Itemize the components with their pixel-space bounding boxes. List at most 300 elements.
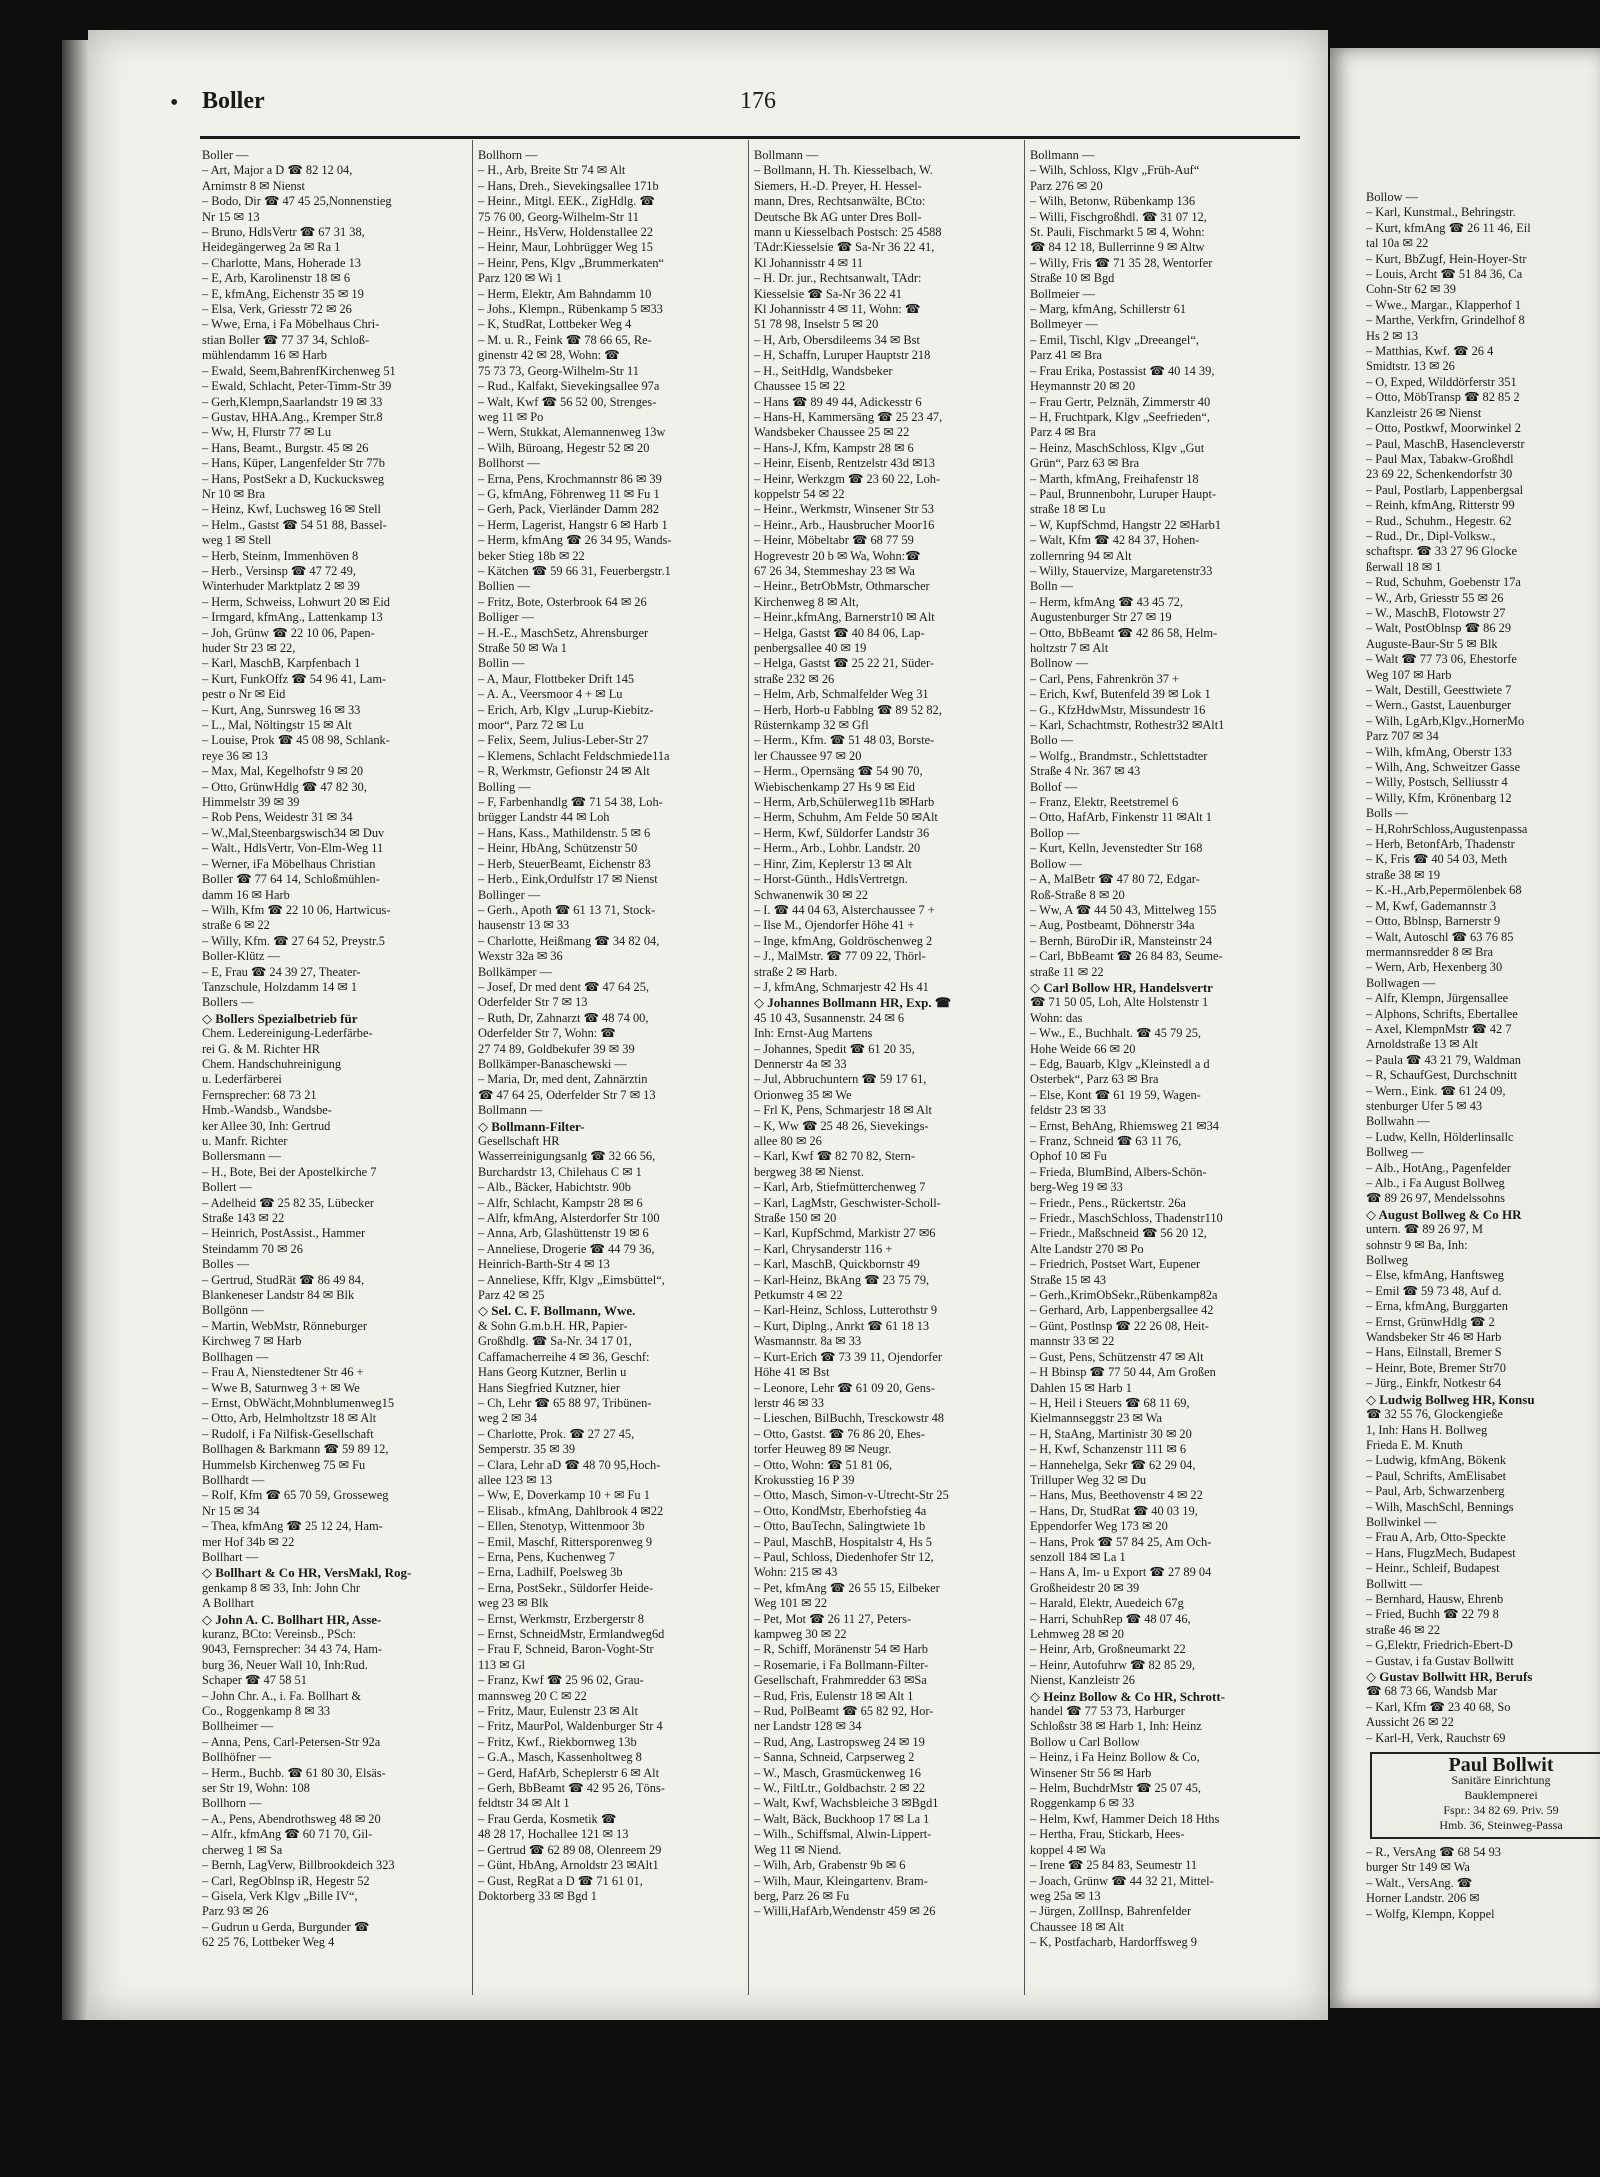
directory-entry: Parz 4 ✉ Bra xyxy=(1030,425,1096,440)
directory-entry: – Kurt-Erich ☎ 73 39 11, Ojendorfer xyxy=(754,1349,943,1364)
page-binding-edge xyxy=(62,40,90,2020)
directory-entry: Hogrevestr 20 b ✉ Wa, Wohn:☎ xyxy=(754,548,921,563)
directory-entry: – K.-H.,Arb,Pepermölenbek 68 xyxy=(1366,883,1522,898)
directory-entry: mann u Kiesselbach Postsch: 25 4588 xyxy=(754,225,942,240)
directory-entry: – A, MalBetr ☎ 47 80 72, Edgar- xyxy=(1030,872,1200,887)
directory-entry: – Emil, Maschf, Rittersporenweg 9 xyxy=(478,1534,653,1549)
directory-entry: – Wilh, Kfm ☎ 22 10 06, Hartwicus- xyxy=(202,902,391,917)
directory-entry: – Carl, RegOblnsp iR, Hegestr 52 xyxy=(202,1873,370,1888)
directory-entry: – Fried, Buchh ☎ 22 79 8 xyxy=(1366,1607,1499,1622)
directory-entry: – Bernh, LagVerw, Billbrookdeich 323 xyxy=(202,1858,395,1873)
directory-entry: – Elisab., kfmAng, Dahlbrook 4 ✉22 xyxy=(478,1503,664,1518)
directory-entry: feldtstr 34 ✉ Alt 1 xyxy=(478,1796,570,1811)
directory-entry: – Erna, Pens, Kuchenweg 7 xyxy=(478,1549,615,1564)
directory-entry: – Gust, Pens, Schützenstr 47 ✉ Alt xyxy=(1030,1349,1204,1364)
directory-entry: – Walt, PostOblnsp ☎ 86 29 xyxy=(1366,621,1512,636)
directory-entry: – H, Arb, Obersdileems 34 ✉ Bst xyxy=(754,332,920,347)
directory-entry: – Willy, Kfm. ☎ 27 64 52, Preystr.5 xyxy=(202,933,385,948)
directory-entry: Lehmweg 28 ✉ 20 xyxy=(1030,1627,1125,1641)
directory-entry: Arnoldstraße 13 ✉ Alt xyxy=(1366,1037,1478,1052)
directory-entry: – Wwe, Erna, i Fa Möbelhaus Chri- xyxy=(202,317,380,332)
directory-entry: schaftspr. ☎ 33 27 96 Glocke xyxy=(1366,544,1518,559)
directory-entry: – Walt, Kwf ☎ 56 52 00, Strenges- xyxy=(478,394,657,409)
directory-entry: – Art, Major a D ☎ 82 12 04, xyxy=(202,163,353,178)
directory-entry: Nr 15 ✉ 13 xyxy=(202,209,260,224)
directory-entry: – F, Farbenhandlg ☎ 71 54 38, Loh- xyxy=(478,795,663,810)
directory-entry: & Sohn G.m.b.H. HR, Papier- xyxy=(478,1318,628,1333)
directory-entry: – Rud, PolBeamt ☎ 65 82 92, Hor- xyxy=(754,1704,934,1719)
directory-entry: – Fritz, Maur, Eulenstr 23 ✉ Alt xyxy=(478,1704,638,1719)
directory-entry: – Rob Pens, Weidestr 31 ✉ 34 xyxy=(202,810,353,825)
directory-entry: Frieda E. M. Knuth xyxy=(1366,1437,1463,1452)
directory-entry: – Frau Gerda, Kosmetik ☎ xyxy=(478,1811,617,1826)
directory-entry: – Josef, Dr med dent ☎ 47 64 25, xyxy=(478,979,649,994)
directory-entry: Parz 120 ✉ Wi 1 xyxy=(478,271,562,286)
directory-entry: – Charlotte, Prok. ☎ 27 27 45, xyxy=(478,1426,635,1441)
directory-entry: Hs 2 ✉ 13 xyxy=(1366,328,1419,343)
directory-entry: Straße 10 ✉ Bgd xyxy=(1030,271,1115,286)
directory-entry: – Bodo, Dir ☎ 47 45 25,Nonnenstieg xyxy=(202,194,392,209)
directory-entry: handel ☎ 77 53 73, Harburger xyxy=(1030,1704,1185,1719)
directory-entry: – Frau A, Nienstedtener Str 46 + xyxy=(202,1365,364,1380)
directory-entry: – Inge, kfmAng, Goldröschenweg 2 xyxy=(754,933,933,948)
directory-entry: TAdr:Kiesselsie ☎ Sa-Nr 36 22 41, xyxy=(754,240,935,255)
directory-entry: weg 11 ✉ Po xyxy=(478,409,544,424)
directory-entry: – Walt, Autoschl ☎ 63 76 85 xyxy=(1366,929,1514,944)
directory-entry: – Helm., Gastst ☎ 54 51 88, Bassel- xyxy=(202,517,387,532)
directory-entry: ker Allee 30, Inh: Gertrud xyxy=(202,1118,331,1133)
directory-entry: – Martin, WebMstr, Rönneburger xyxy=(202,1318,367,1333)
directory-entry: – Kurt, Ang, Sunrsweg 16 ✉ 33 xyxy=(202,702,361,717)
directory-entry: – Walt ☎ 77 73 06, Ehestorfe xyxy=(1366,652,1517,667)
directory-entry: – Reinh, kfmAng, Ritterstr 99 xyxy=(1366,498,1515,513)
directory-entry: Bollmeyer — xyxy=(1030,317,1098,332)
directory-entry: – Hans, Beamt., Burgstr. 45 ✉ 26 xyxy=(202,440,369,455)
directory-entry: – Charlotte, Heißmang ☎ 34 82 04, xyxy=(478,933,660,948)
directory-entry: – Karl, Schachtmstr, Rothestr32 ✉Alt1 xyxy=(1030,718,1225,733)
directory-entry: – Ludwig, kfmAng, Bökenk xyxy=(1366,1453,1507,1468)
directory-entry: hausenstr 13 ✉ 33 xyxy=(478,918,570,933)
directory-entry: – Heinr., Schleif, Budapest xyxy=(1366,1561,1500,1576)
directory-entry: – Heinr, Bote, Bremer Str70 xyxy=(1366,1360,1506,1375)
directory-entry: – Franz, Elektr, Reetstremel 6 xyxy=(1030,795,1179,810)
directory-entry: – Otto, Postkwf, Moorwinkel 2 xyxy=(1366,421,1521,436)
directory-entry: ◇ Gustav Bollwitt HR, Berufs xyxy=(1366,1669,1533,1684)
directory-entry: – Heinr., HsVerw, Holdenstallee 22 xyxy=(478,225,654,240)
directory-entry: – Ewald, Schlacht, Peter-Timm-Str 39 xyxy=(202,379,392,394)
directory-entry: – Heinr, Eisenb, Rentzelstr 43d ✉13 xyxy=(754,456,935,471)
directory-entry: – W., FiltLtr., Goldbachstr. 2 ✉ 22 xyxy=(754,1781,926,1796)
directory-entry: – Kätchen ☎ 59 66 31, Feuerbergstr.1 xyxy=(478,563,671,578)
directory-entry: – W., Arb, Griesstr 55 ✉ 26 xyxy=(1366,590,1504,605)
directory-entry: Bollwitt — xyxy=(1366,1576,1423,1591)
directory-entry: – Wilh, MaschSchl, Bennings xyxy=(1366,1499,1514,1514)
directory-entry: – Karl, LagMstr, Geschwister-Scholl- xyxy=(754,1195,941,1210)
directory-entry: – A., Pens, Abendrothsweg 48 ✉ 20 xyxy=(202,1811,381,1826)
directory-entry: – Paul, MaschB, Hospitalstr 4, Hs 5 xyxy=(754,1534,932,1549)
directory-entry: Cohn-Str 62 ✉ 39 xyxy=(1366,282,1456,297)
directory-entry: – R, Schiff, Moränenstr 54 ✉ Harb xyxy=(754,1642,928,1657)
directory-entry: – Anneliese, Kffr, Klgv „Eimsbüttel“, xyxy=(478,1272,665,1287)
directory-entry: allee 80 ✉ 26 xyxy=(754,1134,822,1148)
directory-entry: – Wilh., Schiffsmal, Alwin-Lippert- xyxy=(754,1827,932,1842)
directory-entry: – Emil ☎ 59 73 48, Auf d. xyxy=(1366,1283,1502,1298)
directory-entry: 9043, Fernsprecher: 34 43 74, Ham- xyxy=(202,1642,382,1657)
directory-entry: Wexstr 32a ✉ 36 xyxy=(478,949,563,964)
directory-entry: huder Str 23 ✉ 22, xyxy=(202,641,296,655)
directory-entry: – Heinr, Arb, Großneumarkt 22 xyxy=(1030,1642,1186,1657)
directory-entry: beker Stieg 18b ✉ 22 xyxy=(478,548,585,563)
directory-entry: – Hans, Kass., Mathildenstr. 5 ✉ 6 xyxy=(478,825,651,840)
directory-entry: – Ch, Lehr ☎ 65 88 97, Tribünen- xyxy=(478,1395,652,1410)
directory-entry: – Helga, Gastst ☎ 25 22 21, Süder- xyxy=(754,656,935,671)
directory-entry: Himmelstr 39 ✉ 39 xyxy=(202,795,300,810)
directory-entry: – Kurt, FunkOffz ☎ 54 96 41, Lam- xyxy=(202,671,387,686)
directory-entry: zollernring 94 ✉ Alt xyxy=(1030,548,1132,563)
directory-entry: – Herm., Opernsäng ☎ 54 90 70, xyxy=(754,764,923,779)
directory-entry: – Joach, Grünw ☎ 44 32 21, Mittel- xyxy=(1030,1873,1214,1888)
directory-entry: – Gerh., Apoth ☎ 61 13 71, Stock- xyxy=(478,902,656,917)
directory-entry: – W., Masch, Grasmückenweg 16 xyxy=(754,1765,921,1780)
directory-entry: – Friedr., MaschSchloss, Thadenstr110 xyxy=(1030,1211,1223,1226)
directory-entry: – Otto, Wohn: ☎ 51 81 06, xyxy=(754,1457,893,1472)
directory-entry: Parz 276 ✉ 20 xyxy=(1030,178,1103,193)
directory-entry: – Gerh.,KrimObSekr.,Rübenkamp82a xyxy=(1030,1288,1218,1303)
directory-entry: Smidtstr. 13 ✉ 26 xyxy=(1366,359,1455,374)
directory-entry: – Otto, BbBeamt ☎ 42 86 58, Helm- xyxy=(1030,625,1218,640)
directory-entry: Wohn: das xyxy=(1030,1010,1083,1025)
directory-entry: – Willi,HafArb,Wendenstr 459 ✉ 26 xyxy=(754,1904,936,1919)
directory-entry: – Frau Erika, Postassist ☎ 40 14 39, xyxy=(1030,363,1215,378)
directory-entry: – Karl, Arb, Stiefmütterchenweg 7 xyxy=(754,1180,926,1195)
directory-entry: – Rudolf, i Fa Nilfisk-Gesellschaft xyxy=(202,1426,374,1441)
directory-entry: – Alfr., kfmAng ☎ 60 71 70, Gil- xyxy=(202,1827,373,1842)
directory-entry: – Hans-J, Kfm, Kampstr 28 ✉ 6 xyxy=(754,440,914,455)
directory-entry: stian Boller ☎ 77 37 34, Schloß- xyxy=(202,332,370,347)
directory-entry: – Bruno, HdlsVertr ☎ 67 31 38, xyxy=(202,225,365,240)
directory-entry: – Paul, Arb, Schwarzenberg xyxy=(1366,1484,1505,1499)
directory-entry: – Bernhard, Hausw, Ehrenb xyxy=(1366,1591,1504,1606)
directory-entry: – Rolf, Kfm ☎ 65 70 59, Grosseweg xyxy=(202,1488,389,1503)
directory-entry: Boller — xyxy=(202,148,249,162)
directory-entry: Bollin — xyxy=(478,656,525,671)
column-3 xyxy=(754,148,1009,1920)
directory-entry: Semperstr. 35 ✉ 39 xyxy=(478,1442,576,1457)
directory-entry: 75 76 00, Georg-Wilhelm-Str 11 xyxy=(478,209,639,224)
directory-entry: – Carl, Pens, Fahrenkrön 37 + xyxy=(1030,671,1180,686)
directory-entry: Wandsbeker Str 46 ✉ Harb xyxy=(1366,1330,1502,1345)
directory-entry: – Paul, Postlarb, Lappenbergsal xyxy=(1366,482,1524,497)
directory-entry: – Walt, Kwf, Wachsbleiche 3 ✉Bgd1 xyxy=(754,1796,939,1811)
directory-entry: Kiesselsie ☎ Sa-Nr 36 22 41 xyxy=(754,286,902,301)
directory-entry: – Frau A, Arb, Otto-Speckte xyxy=(1366,1530,1506,1545)
directory-entry: – Hans ☎ 89 49 44, Adickesstr 6 xyxy=(754,394,922,409)
directory-entry: Bollof — xyxy=(1030,779,1078,794)
ad-line4: Hmb. 36, Steinweg-Passa xyxy=(1439,1818,1563,1833)
directory-entry: – Otto, MöbTransp ☎ 82 85 2 xyxy=(1366,390,1520,405)
directory-entry: Bolliger — xyxy=(478,610,535,625)
directory-entry: Kirchenweg 8 ✉ Alt, xyxy=(754,594,859,609)
directory-entry: Bollwagen — xyxy=(1366,975,1436,990)
directory-entry: Orionweg 35 ✉ We xyxy=(754,1087,852,1102)
directory-entry: Straße 15 ✉ 43 xyxy=(1030,1272,1107,1287)
directory-entry: – Karl, MaschB, Quickbornstr 49 xyxy=(754,1257,920,1272)
directory-entry: – Ruth, Dr, Zahnarzt ☎ 48 74 00, xyxy=(478,1010,649,1025)
directory-entry: – W.,Mal,Steenbargswisch34 ✉ Duv xyxy=(202,825,385,840)
directory-entry: – K, Fris ☎ 40 54 03, Meth xyxy=(1366,852,1508,867)
directory-entry: – Willy, Kfm, Krönenbarg 12 xyxy=(1366,790,1512,805)
ad-line3: Fspr.: 34 82 69. Priv. 59 xyxy=(1443,1803,1559,1818)
directory-entry: Blankeneser Landstr 84 ✉ Blk xyxy=(202,1288,355,1303)
directory-entry: – I. ☎ 44 04 63, Alsterchaussee 7 + xyxy=(754,902,935,917)
directory-entry: – G., KfzHdwMstr, Missundestr 16 xyxy=(1030,702,1206,717)
directory-entry: – Gerh, Pack, Vierländer Damm 282 xyxy=(478,502,660,517)
directory-entry: Bollheimer — xyxy=(202,1719,274,1734)
directory-entry: Chaussee 15 ✉ 22 xyxy=(754,379,846,394)
directory-entry: – Herb., Versinsp ☎ 47 72 49, xyxy=(202,563,356,578)
directory-entry: Winsener Str 56 ✉ Harb xyxy=(1030,1765,1152,1780)
directory-entry: ◇ Bollers Spezialbetrieb für xyxy=(202,1010,358,1026)
directory-entry: Bollweg — xyxy=(1366,1145,1424,1160)
directory-entry: – Herm, Schweiss, Lohwurt 20 ✉ Eid xyxy=(202,594,390,609)
directory-entry: rei G. & M. Richter HR xyxy=(202,1041,321,1056)
directory-entry: – Helm, BuchdrMstr ☎ 25 07 45, xyxy=(1030,1781,1201,1796)
directory-entry: – Carl, BbBeamt ☎ 26 84 83, Seume- xyxy=(1030,949,1223,964)
directory-entry: 51 78 98, Inselstr 5 ✉ 20 xyxy=(754,317,879,332)
directory-entry: – Gust, RegRat a D ☎ 71 61 01, xyxy=(478,1873,643,1888)
directory-entry: – K, Ww ☎ 25 48 26, Sievekings- xyxy=(754,1118,929,1133)
directory-entry: 48 28 17, Hochallee 121 ✉ 13 xyxy=(478,1827,629,1842)
directory-entry: – Harald, Elektr, Auedeich 67g xyxy=(1030,1596,1184,1611)
column-divider xyxy=(472,140,473,1995)
directory-entry: – Paul, Schrifts, AmElisabet xyxy=(1366,1468,1507,1483)
directory-entry: – Herb, BetonfArb, Thadenstr xyxy=(1366,837,1515,852)
directory-entry: straße 2 ✉ Harb. xyxy=(754,964,838,979)
directory-entry: – Wwe., Margar., Klapperhof 1 xyxy=(1366,297,1522,312)
directory-entry: – Hans, Mus, Beethovenstr 4 ✉ 22 xyxy=(1030,1488,1203,1503)
directory-entry: Hohe Weide 66 ✉ 20 xyxy=(1030,1041,1136,1056)
directory-entry: – Hinr, Zim, Keplerstr 13 ✉ Alt xyxy=(754,856,912,871)
directory-entry: Heinrich-Barth-Str 4 ✉ 13 xyxy=(478,1257,610,1272)
directory-entry: – Kurt, Kelln, Jevenstedter Str 168 xyxy=(1030,841,1203,856)
directory-entry: Kl Johannisstr 4 ✉ 11 xyxy=(754,255,864,270)
directory-entry: Horner Landstr. 206 ✉ xyxy=(1366,1891,1480,1906)
directory-entry: – Ellen, Stenotyp, Wittenmoor 3b xyxy=(478,1519,645,1534)
directory-entry: – Erna, Ladhilf, Poelsweg 3b xyxy=(478,1565,623,1580)
directory-entry: – Rud., Kalfakt, Sievekingsallee 97a xyxy=(478,379,660,394)
directory-entry: – Horst-Günth., HdlsVertretgn. xyxy=(754,872,908,887)
directory-entry: – G.A., Masch, Kassenholtweg 8 xyxy=(478,1750,642,1765)
directory-entry: – Walt., VersAng. ☎ xyxy=(1366,1875,1473,1890)
directory-entry: Straße 50 ✉ Wa 1 xyxy=(478,641,567,655)
directory-entry: Weg 101 ✉ 22 xyxy=(754,1596,828,1611)
directory-entry: Großhdlg. ☎ Sa-Nr. 34 17 01, xyxy=(478,1334,632,1349)
directory-entry: – Marthe, Verkfrn, Grindelhof 8 xyxy=(1366,313,1525,328)
directory-entry: – Ww, H, Flurstr 77 ✉ Lu xyxy=(202,425,332,440)
directory-entry: – Louise, Prok ☎ 45 08 98, Schlank- xyxy=(202,733,390,748)
directory-entry: – Frl K, Pens, Schmarjestr 18 ✉ Alt xyxy=(754,1103,932,1118)
directory-entry: ☎ 68 73 66, Wandsb Mar xyxy=(1366,1684,1498,1699)
directory-entry: ◇ Bollhart & Co HR, VersMakl, Rog- xyxy=(202,1565,412,1581)
directory-entry: holtzstr 7 ✉ Alt xyxy=(1030,641,1109,655)
directory-entry: Bollhardt — xyxy=(202,1472,265,1487)
directory-entry: – Rud, Ang, Lastropsweg 24 ✉ 19 xyxy=(754,1734,925,1749)
directory-entry: – Heinz, Kwf, Luchsweg 16 ✉ Stell xyxy=(202,502,381,517)
directory-entry: – Max, Mal, Kegelhofstr 9 ✉ 20 xyxy=(202,764,364,779)
directory-entry: – Felix, Seem, Julius-Leber-Str 27 xyxy=(478,733,649,748)
directory-entry: – Karl-H, Verk, Rauchstr 69 xyxy=(1366,1730,1506,1745)
directory-entry: – Pet, Mot ☎ 26 11 27, Peters- xyxy=(754,1611,912,1626)
header-guide-word: Boller xyxy=(202,88,265,114)
directory-entry: – R, SchaufGest, Durchschnitt xyxy=(1366,1068,1518,1083)
directory-entry: – Wilh, Betonw, Rübenkamp 136 xyxy=(1030,194,1196,209)
directory-entry: – Liesch​en, BilBuchh, Tresckowstr 48 xyxy=(754,1411,944,1426)
directory-entry: feldstr 23 ✉ 33 xyxy=(1030,1103,1107,1118)
directory-entry: Bolling — xyxy=(478,779,531,794)
directory-entry: – Werner, iFa Möbelhaus Christian xyxy=(202,856,376,871)
directory-entry: – Maria, Dr, med dent, Zahnärztin xyxy=(478,1072,648,1087)
directory-entry: Trilluper Weg 32 ✉ Du xyxy=(1030,1472,1147,1487)
directory-entry: Parz 707 ✉ 34 xyxy=(1366,729,1439,744)
directory-entry: – Harri, SchuhRep ☎ 48 07 46, xyxy=(1030,1611,1191,1626)
directory-entry: – Rud., Schuhm., Hegestr. 62 xyxy=(1366,513,1512,528)
directory-entry: – G, kfmAng, Föhrenweg 11 ✉ Fu 1 xyxy=(478,486,660,501)
directory-entry: ☎ 71 50 05, Loh, Alte Holstenstr 1 xyxy=(1030,995,1209,1010)
directory-entry: – Ernst, SchneidMstr, Ermlandweg6d xyxy=(478,1627,665,1641)
ad-title: Paul Bollwit xyxy=(1448,1754,1554,1777)
directory-entry: 1, Inh: Hans H. Bollweg xyxy=(1366,1422,1488,1437)
directory-entry: – Hans A, Im- u Export ☎ 27 89 04 xyxy=(1030,1565,1212,1580)
ad-line1: Sanitäre Einrichtung xyxy=(1451,1773,1551,1788)
directory-entry: Bollweg xyxy=(1366,1253,1408,1268)
directory-entry: – Otto, KondMstr, Eberhofstieg 4a xyxy=(754,1503,927,1518)
directory-entry: 45 10 43, Susannenstr. 24 ✉ 6 xyxy=(754,1010,905,1025)
directory-entry: – Wilh, kfmAng, Oberstr 133 xyxy=(1366,744,1512,759)
directory-entry: – Otto, Bblnsp, Barnerstr 9 xyxy=(1366,914,1501,929)
directory-entry: Grün“, Parz 63 ✉ Bra xyxy=(1030,456,1140,471)
directory-entry: senzoll 184 ✉ La 1 xyxy=(1030,1549,1126,1564)
directory-entry: – E, kfmAng, Eichenstr 35 ✉ 19 xyxy=(202,286,364,301)
directory-entry: – Irene ☎ 25 84 83, Seumestr 11 xyxy=(1030,1858,1198,1873)
directory-entry: – Ernst, Werkmstr, Erzbergerstr 8 xyxy=(478,1611,644,1626)
directory-entry: Bollers — xyxy=(202,995,254,1010)
directory-entry: ser Str 19, Wohn: 108 xyxy=(202,1781,310,1796)
directory-entry: weg 25a ✉ 13 xyxy=(1030,1888,1101,1903)
adjacent-column xyxy=(1366,190,1600,1922)
directory-entry: – Ernst, BehAng, Rhiemsweg 21 ✉34 xyxy=(1030,1118,1219,1133)
directory-entry: – A, Maur, Flottbeker Drift 145 xyxy=(478,671,635,686)
directory-entry: – Ww., E., Buchhalt. ☎ 45 79 25, xyxy=(1030,1026,1201,1041)
directory-entry: – Gustav, HHA.Ang., Kremper Str.8 xyxy=(202,409,383,424)
directory-entry: mermannsredder 8 ✉ Bra xyxy=(1366,944,1494,959)
directory-entry: Gesellschaft, Frahmredder 63 ✉Sa xyxy=(754,1673,927,1688)
directory-entry: Tanzschule, Holzdamm 14 ✉ 1 xyxy=(202,979,358,994)
directory-entry: – Heinz, i Fa Heinz Bollow & Co, xyxy=(1030,1750,1200,1765)
directory-entry: mühlendamm 16 ✉ Harb xyxy=(202,348,327,363)
directory-entry: – Hannehelga, Sekr ☎ 62 29 04, xyxy=(1030,1457,1196,1472)
directory-entry: – Adelheid ☎ 25 82 35, Lübecker xyxy=(202,1195,374,1210)
directory-entry: Krokusstieg 16 P 39 xyxy=(754,1472,855,1487)
directory-entry: Chem. Handschuhreinigung xyxy=(202,1056,342,1071)
advertisement-box xyxy=(1370,1752,1600,1839)
directory-entry: – John Chr. A., i. Fa. Bollhart & xyxy=(202,1688,362,1703)
directory-entry: – Herm, Arb,Schülerweg11b ✉Harb xyxy=(754,795,935,810)
directory-entry: – Karl-Heinz, Schloss, Lutterothstr 9 xyxy=(754,1303,938,1318)
directory-entry: – Herb, Horb-u Fabblng ☎ 89 52 82, xyxy=(754,702,942,717)
directory-entry: – Alfr, Klempn, Jürgensallee xyxy=(1366,991,1509,1006)
directory-entry: Eppendorfer Weg 173 ✉ 20 xyxy=(1030,1519,1168,1534)
directory-entry: ◇ Heinz Bollow & Co HR, Schrott- xyxy=(1030,1688,1225,1704)
directory-entry: – Frau F, Schneid, Baron-Voght-Str xyxy=(478,1642,654,1657)
directory-entry: Bolln — xyxy=(1030,579,1074,594)
directory-entry: – Matthias, Kwf. ☎ 26 4 xyxy=(1366,344,1494,359)
directory-entry: – Hans, Dreh., Sievekingsallee 171b xyxy=(478,178,659,193)
directory-entry: St. Pauli, Fischmarkt 5 ✉ 4, Wohn: xyxy=(1030,225,1205,240)
directory-entry: – Rud, Schuhm, Goebenstr 17a xyxy=(1366,575,1521,590)
directory-entry: – H., Bote, Bei der Apostelkirche 7 xyxy=(202,1164,377,1179)
directory-entry: cherweg 1 ✉ Sa xyxy=(202,1842,283,1857)
directory-entry: Dennerstr 4a ✉ 33 xyxy=(754,1056,847,1071)
directory-entry: Hummelsb Kirchenweg 75 ✉ Fu xyxy=(202,1457,366,1472)
directory-entry: – Hans, Eilnstall, Bremer S xyxy=(1366,1345,1502,1360)
directory-entry: – Willy, Stauervize, Margaretenstr33 xyxy=(1030,563,1213,578)
directory-entry: Bollhart — xyxy=(202,1549,259,1564)
directory-entry: – Alb., Bäcker, Habichtstr. 90b xyxy=(478,1180,631,1195)
directory-entry: – Ilse M., Ojendorfer Höhe 41 + xyxy=(754,918,915,933)
directory-entry: – Alphons, Schrifts, Ebertallee xyxy=(1366,1006,1518,1021)
directory-entry: Burchardstr 13, Chilehaus C ✉ 1 xyxy=(478,1164,642,1179)
directory-entry: Bollwinkel — xyxy=(1366,1514,1437,1529)
directory-entry: – E, Frau ☎ 24 39 27, Theater- xyxy=(202,964,361,979)
directory-entry: ◇ Ludwig Bollweg HR, Konsu xyxy=(1366,1391,1535,1407)
directory-entry: Bollgönn — xyxy=(202,1303,264,1318)
directory-entry: – Günt, HbAng, Arnoldstr 23 ✉Alt1 xyxy=(478,1858,659,1873)
directory-entry: Schwanenwik 30 ✉ 22 xyxy=(754,887,868,902)
directory-entry: – A. A., Veersmoor 4 + ✉ Lu xyxy=(478,687,623,702)
directory-entry: ßerwall 18 ✉ 1 xyxy=(1366,559,1442,574)
directory-entry: – Aug, Postbeamt, Döhnerstr 34a xyxy=(1030,918,1195,933)
directory-entry: – Gerd, HafArb, Scheplerstr 6 ✉ Alt xyxy=(478,1765,660,1780)
directory-entry: Bollkämper-Banaschewski — xyxy=(478,1056,627,1071)
directory-entry: – Louis, Archt ☎ 51 84 36, Ca xyxy=(1366,267,1523,282)
directory-entry: Doktorberg 33 ✉ Bgd 1 xyxy=(478,1888,597,1903)
directory-entry: Augustenburger Str 27 ✉ 19 xyxy=(1030,610,1172,625)
directory-entry: – Paul, MaschB, Hasencleverstr xyxy=(1366,436,1525,451)
directory-entry: – Wilh, Arb, Grabenstr 9b ✉ 6 xyxy=(754,1858,906,1873)
directory-entry: – Kurt, Diplng., Anrkt ☎ 61 18 13 xyxy=(754,1318,930,1333)
directory-entry: – Franz, Schneid ☎ 63 11 76, xyxy=(1030,1134,1182,1148)
directory-entry: Nienst, Kanzleistr 26 xyxy=(1030,1673,1135,1688)
directory-entry: – Erna, kfmAng, Burggarten xyxy=(1366,1299,1508,1314)
directory-entry: – Wern, Arb, Hexenberg 30 xyxy=(1366,960,1503,975)
directory-entry: – Günt, Postlnsp ☎ 22 26 08, Heit- xyxy=(1030,1318,1209,1333)
directory-entry: Kirchweg 7 ✉ Harb xyxy=(202,1334,302,1349)
directory-entry: Höhe 41 ✉ Bst xyxy=(754,1365,830,1380)
directory-entry: ◇ Johannes Bollmann HR, Exp. ☎ xyxy=(754,995,952,1011)
directory-entry: – Rud, Fris, Eulenstr 18 ✉ Alt 1 xyxy=(754,1688,914,1703)
directory-entry: 67 26 34, Stemmeshay 23 ✉ Wa xyxy=(754,563,915,578)
directory-entry: – Gerh,Klempn,Saarlandstr 19 ✉ 33 xyxy=(202,394,383,409)
directory-entry: – H, StaAng, Martinistr 30 ✉ 20 xyxy=(1030,1426,1192,1441)
directory-entry: – M, Kwf, Gademannstr 3 xyxy=(1366,898,1497,913)
directory-entry: – Heinz, MaschSchloss, Klgv „Gut xyxy=(1030,440,1205,455)
directory-entry: Hans Georg Kutzner, Berlin u xyxy=(478,1365,627,1380)
directory-entry: – Paul, Schloss, Diedenhofer Str 12, xyxy=(754,1549,934,1564)
directory-entry: burg 36, Neuer Wall 10, Inh:Rud. xyxy=(202,1657,368,1672)
directory-entry: lerstr 46 ✉ 33 xyxy=(754,1395,824,1410)
directory-entry: straße 18 ✉ Lu xyxy=(1030,502,1106,517)
directory-entry: Bollinger — xyxy=(478,887,541,902)
